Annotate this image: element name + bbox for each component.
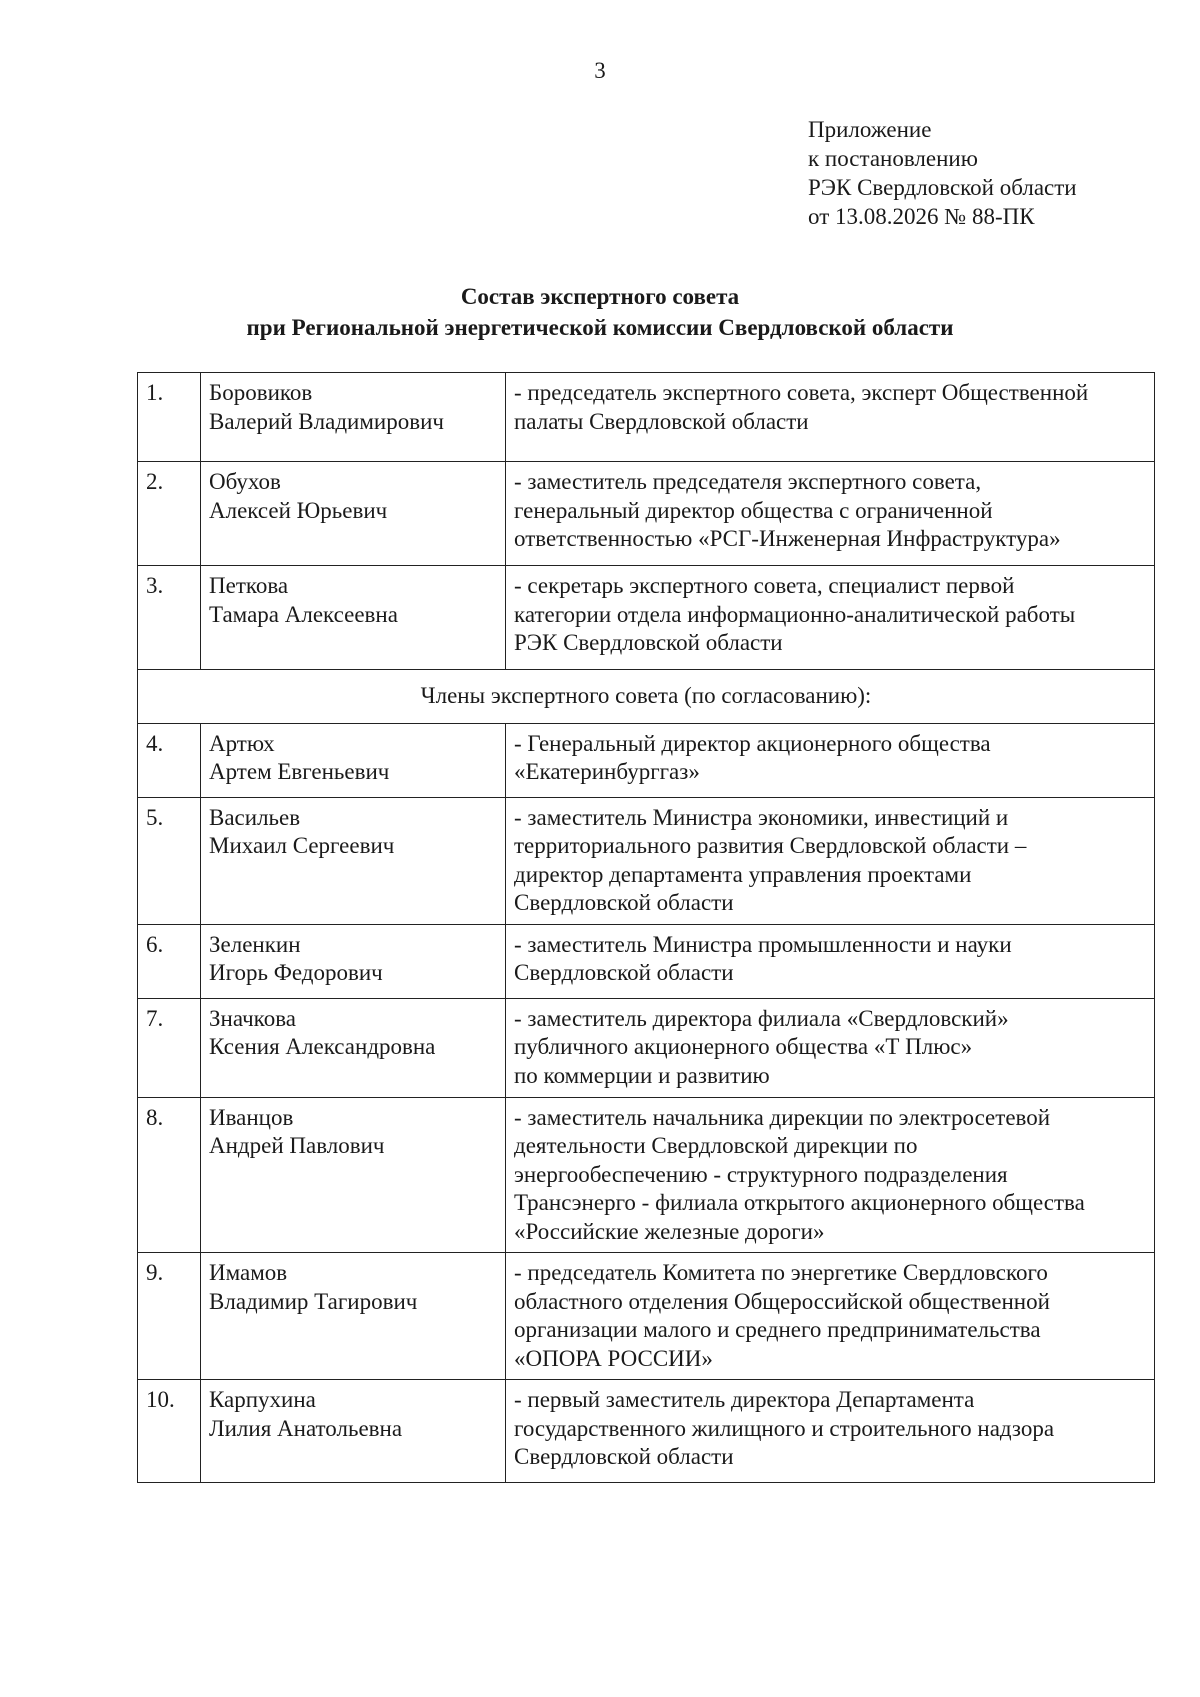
role-line: - заместитель начальника дирекции по электросетевой [514, 1104, 1051, 1130]
role-line: «Екатеринбурггаз» [514, 759, 700, 784]
member-surname: Имамов [209, 1260, 288, 1285]
role-line: РЭК Свердловской области [514, 630, 783, 655]
role-line: - председатель экспертного совета, эксперт Общественной [514, 380, 1089, 405]
table-row [138, 1380, 1155, 1483]
member-role [506, 924, 1155, 998]
member-name [201, 924, 506, 998]
member-given-names: Игорь Федорович [209, 960, 383, 985]
member-name [201, 998, 506, 1097]
member-given-names: Лилия Анатольевна [209, 1415, 403, 1441]
table-row [138, 723, 1155, 797]
role-line: Свердловской области [514, 1444, 734, 1469]
role-line: - заместитель председателя экспертного совета, [514, 469, 982, 494]
table-row [138, 462, 1155, 566]
role-line: Свердловской области [514, 890, 734, 915]
members-table-body [138, 373, 1155, 1483]
member-role [506, 998, 1155, 1097]
row-number: 10. [138, 1380, 201, 1483]
role-line: - председатель Комитета по энергетике Свердловского [514, 1260, 1048, 1285]
member-name [201, 1253, 506, 1380]
role-line: - заместитель Министра экономики, инвестиций и [514, 804, 1009, 830]
role-line: публичного акционерного общества «Т Плюс» [514, 1034, 973, 1059]
member-given-names: Михаил Сергеевич [209, 833, 395, 858]
role-line: государственного жилищного и строительного надзора [514, 1415, 1055, 1441]
member-role [506, 373, 1155, 462]
member-surname: Артюх [209, 730, 275, 756]
role-line: территориального развития Свердловской области – [514, 833, 1027, 858]
table-row [138, 797, 1155, 924]
table-row [138, 1253, 1155, 1380]
role-line: категории отдела информационно-аналитической работы [514, 601, 1076, 627]
role-line: Трансэнерго - филиала открытого акционерного общества [514, 1190, 1085, 1215]
member-role [506, 1097, 1155, 1253]
table-row [138, 998, 1155, 1097]
member-name [201, 723, 506, 797]
member-given-names: Валерий Владимирович [209, 408, 444, 434]
row-number: 3. [138, 566, 201, 670]
member-role [506, 566, 1155, 670]
member-role [506, 462, 1155, 566]
annex-line: к постановлению [808, 146, 978, 171]
table-row [138, 1097, 1155, 1253]
member-name [201, 1097, 506, 1253]
annex-line: Приложение [808, 117, 932, 142]
members-section-header: Члены экспертного совета (по согласованию): [138, 670, 1155, 724]
member-given-names: Ксения Александровна [209, 1034, 436, 1059]
member-role [506, 723, 1155, 797]
member-surname: Карпухина [209, 1387, 316, 1412]
member-role [506, 797, 1155, 924]
role-line: - секретарь экспертного совета, специалист первой [514, 573, 1015, 598]
role-line: - заместитель Министра промышленности и науки [514, 931, 1012, 957]
member-surname: Иванцов [209, 1104, 294, 1130]
row-number: 9. [138, 1253, 201, 1380]
role-line: Свердловской области [514, 960, 734, 985]
member-name [201, 373, 506, 462]
member-role [506, 1253, 1155, 1380]
table-row [138, 566, 1155, 670]
role-line: ответственностью «РСГ-Инженерная Инфраструктура» [514, 526, 1061, 551]
row-number: 8. [138, 1097, 201, 1253]
member-given-names: Артем Евгеньевич [209, 759, 390, 784]
role-line: организации малого и среднего предпринимательства [514, 1317, 1041, 1342]
title-line-2: при Региональной энергетической комиссии Свердловской области [246, 315, 954, 340]
members-section-row [138, 670, 1155, 724]
role-line: генеральный директор общества с ограниченной [514, 497, 993, 523]
role-line: - заместитель директора филиала «Свердловский» [514, 1005, 1009, 1031]
members-table [137, 372, 1155, 1483]
member-given-names: Владимир Тагирович [209, 1288, 418, 1314]
role-line: деятельности Свердловской дирекции по [514, 1133, 918, 1158]
role-line: «Российские железные дороги» [514, 1218, 825, 1244]
role-line: «ОПОРА РОССИИ» [514, 1345, 713, 1371]
role-line: палаты Свердловской области [514, 408, 809, 434]
row-number: 6. [138, 924, 201, 998]
member-name [201, 797, 506, 924]
row-number: 5. [138, 797, 201, 924]
member-given-names: Алексей Юрьевич [209, 497, 388, 523]
row-number: 1. [138, 373, 201, 462]
member-surname: Значкова [209, 1005, 296, 1031]
table-row [138, 924, 1155, 998]
title-line-1: Состав экспертного совета [460, 284, 740, 309]
row-number: 2. [138, 462, 201, 566]
member-surname: Боровиков [209, 380, 313, 405]
role-line: директор департамента управления проектами [514, 861, 972, 887]
role-line: энергообеспечению - структурного подразделения [514, 1161, 1008, 1187]
member-given-names: Андрей Павлович [209, 1133, 385, 1158]
annex-line: РЭК Свердловской области [808, 175, 1077, 200]
role-line: - Генеральный директор акционерного общества [514, 730, 991, 756]
row-number: 7. [138, 998, 201, 1097]
role-line: областного отделения Общероссийской общественной [514, 1288, 1050, 1314]
member-name [201, 566, 506, 670]
table-row [138, 373, 1155, 462]
member-surname: Зеленкин [209, 931, 301, 957]
member-surname: Васильев [209, 804, 301, 830]
row-number: 4. [138, 723, 201, 797]
member-name [201, 1380, 506, 1483]
document-title [0, 281, 1200, 343]
member-surname: Обухов [209, 469, 281, 494]
page-number: 3 [594, 58, 606, 83]
annex-line: от 13.08.2026 № 88-ПК [808, 204, 1035, 229]
member-surname: Петкова [209, 573, 289, 598]
role-line: по коммерции и развитию [514, 1062, 770, 1088]
annex-block [808, 115, 1077, 231]
member-name [201, 462, 506, 566]
member-given-names: Тамара Алексеевна [209, 601, 398, 627]
role-line: - первый заместитель директора Департамента [514, 1387, 975, 1412]
member-role [506, 1380, 1155, 1483]
